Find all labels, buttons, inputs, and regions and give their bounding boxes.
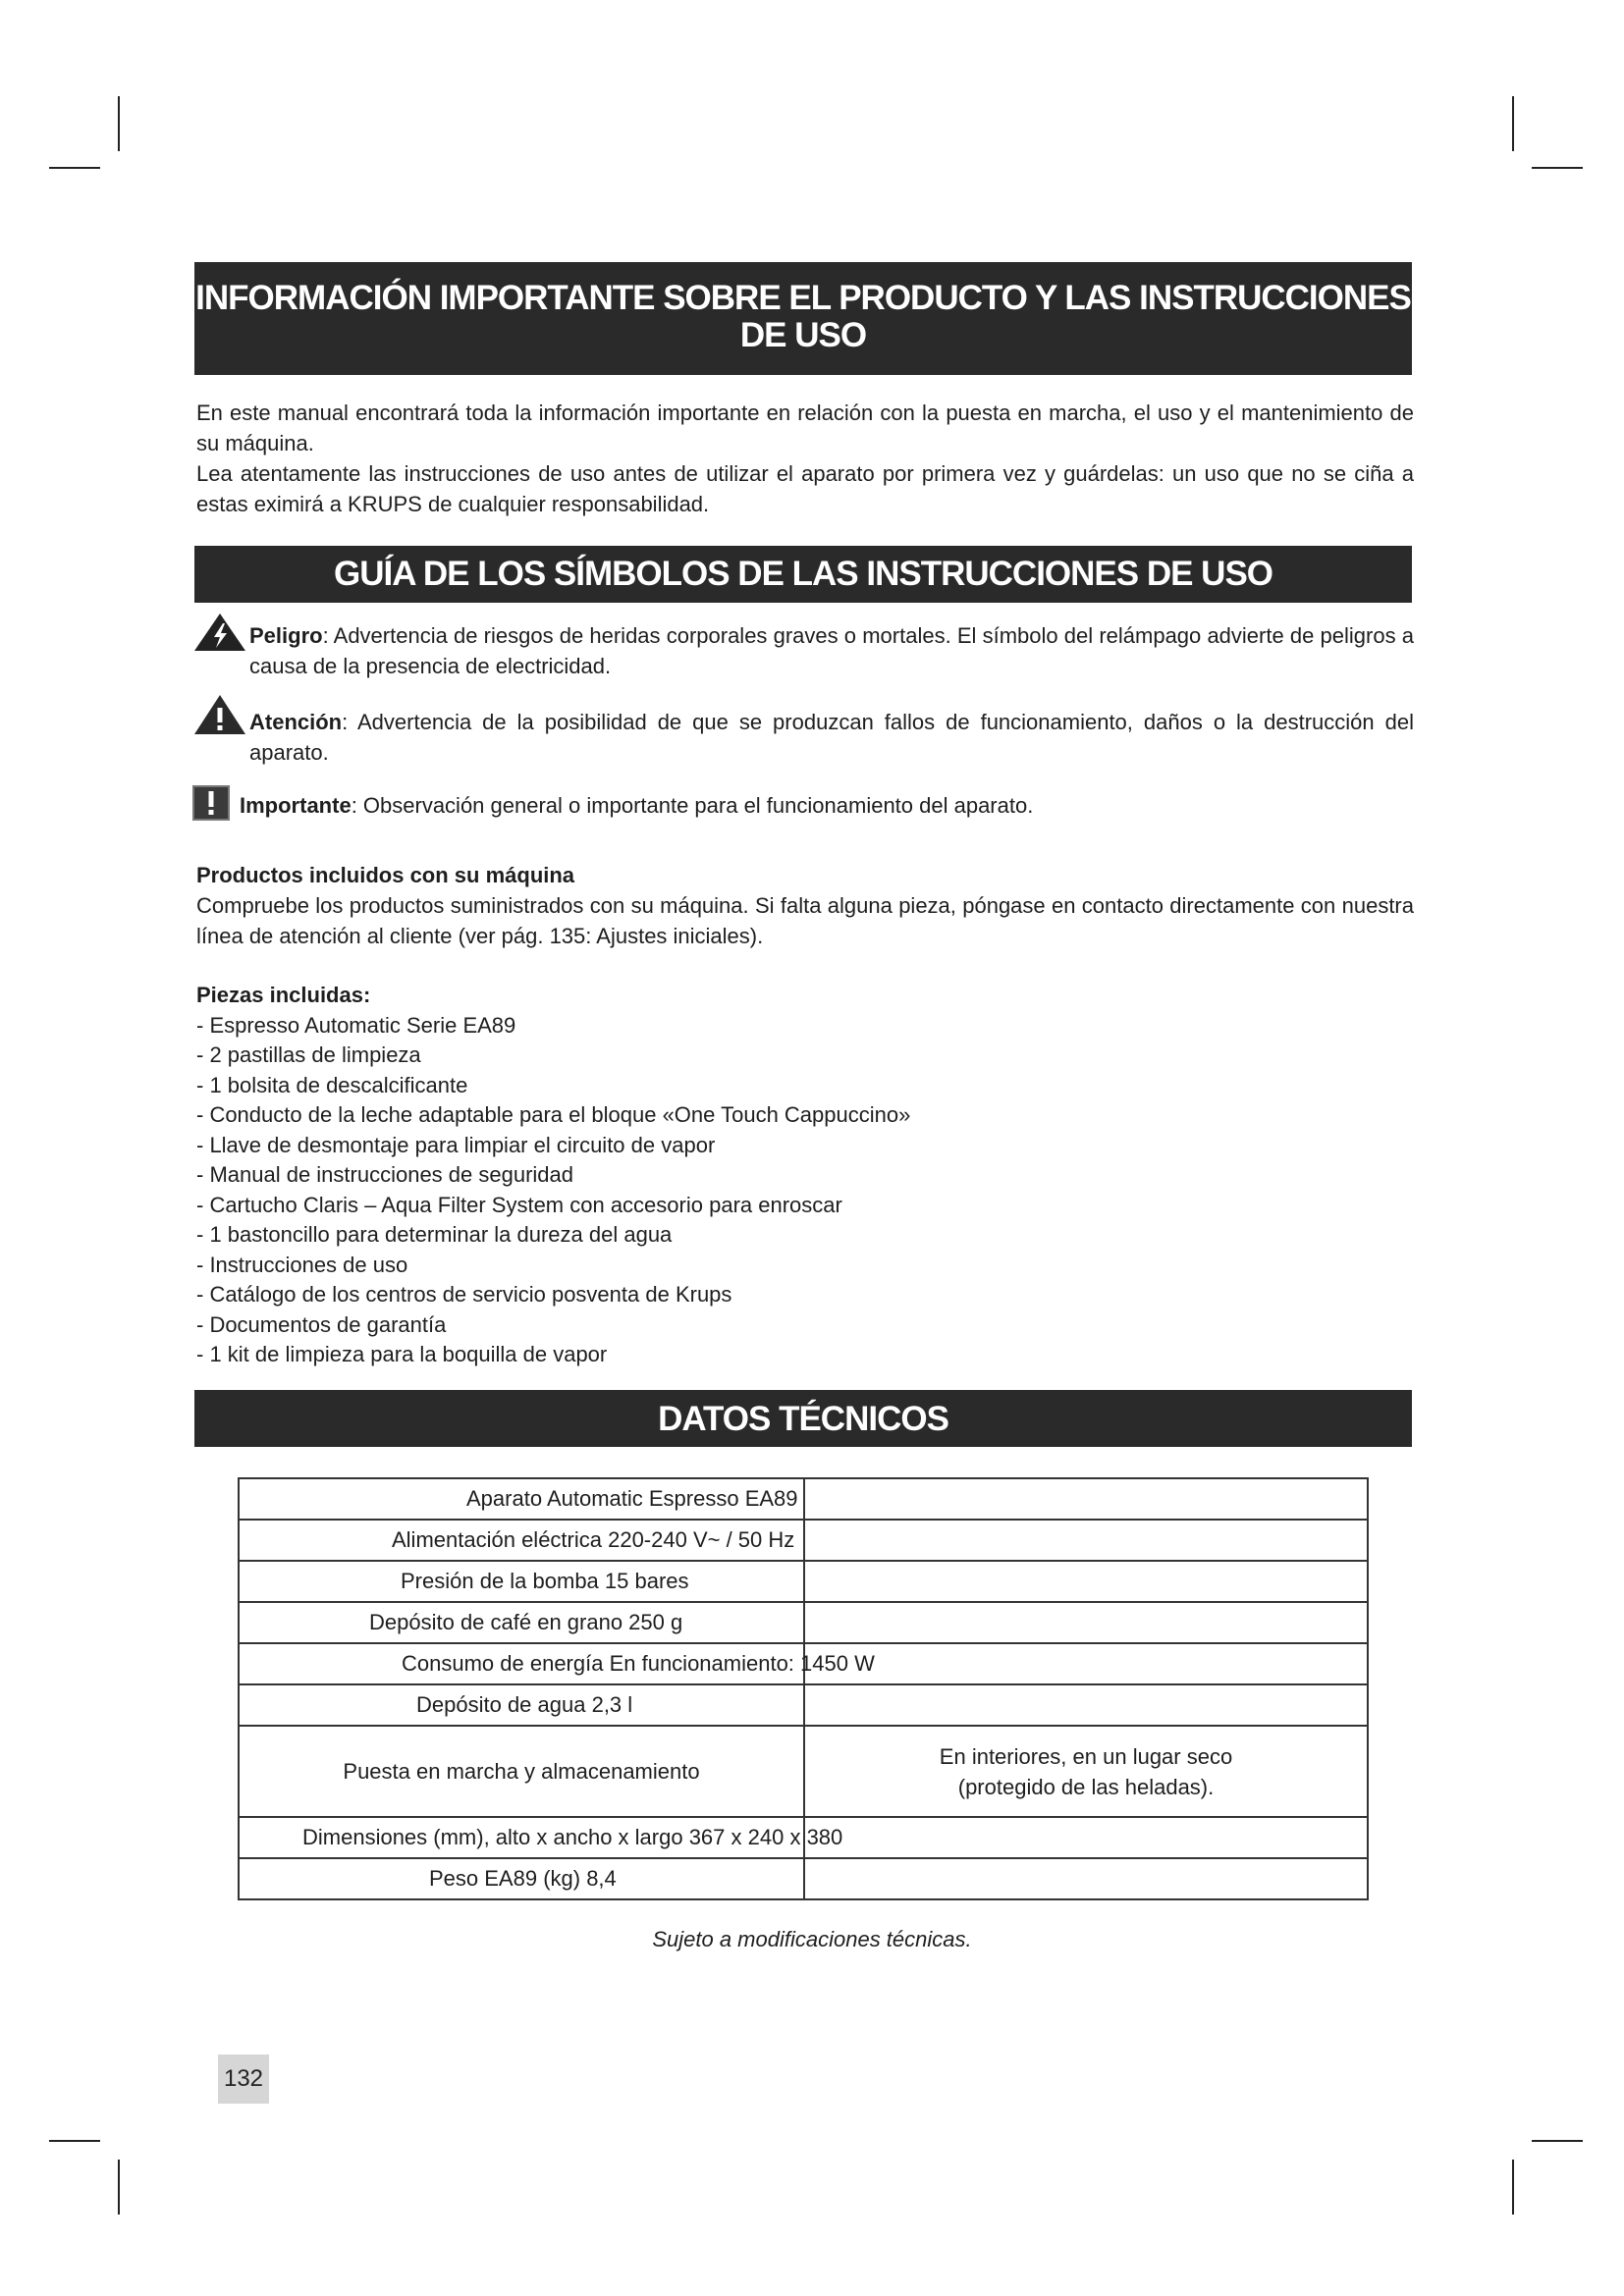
spec-text: Depósito de agua 2,3 l bbox=[416, 1692, 633, 1717]
symbol-label: Importante bbox=[240, 793, 352, 818]
list-item: - Documentos de garantía bbox=[196, 1311, 447, 1337]
spec-text: Depósito de café en grano 250 g bbox=[369, 1610, 683, 1634]
tech-note: Sujeto a modificaciones técnicas. bbox=[652, 1927, 972, 1951]
page-number: 132 bbox=[218, 2055, 269, 2104]
list-item: - 2 pastillas de limpieza bbox=[196, 1042, 421, 1067]
pieces-list bbox=[196, 1011, 1414, 1370]
spec-text: Aparato Automatic Espresso EA89 bbox=[466, 1486, 798, 1511]
crop-mark bbox=[118, 96, 120, 151]
symbol-description: : Advertencia de riesgos de heridas corporales graves o mortales. El símbolo del relámpago advierte de peligros a causa de la presencia de electricidad. bbox=[249, 623, 1414, 678]
intro-paragraph-2: Lea atentamente las instrucciones de uso antes de utilizar el aparato por primera vez y guárdelas: un uso que no se ciña a estas eximirá a KRUPS de cualquier responsabilidad. bbox=[196, 461, 1414, 516]
list-item: - 1 kit de limpieza para la boquilla de vapor bbox=[196, 1342, 608, 1366]
list-item: - Espresso Automatic Serie EA89 bbox=[196, 1012, 516, 1038]
section-title-tech: DATOS TÉCNICOS bbox=[194, 1390, 1412, 1447]
symbol-atencion bbox=[192, 692, 1414, 771]
symbol-peligro bbox=[192, 611, 1414, 689]
storage-value-line-1: En interiores, en un lugar seco bbox=[939, 1743, 1233, 1769]
section-title-symbols: GUÍA DE LOS SÍMBOLOS DE LAS INSTRUCCIONES DE USO bbox=[194, 546, 1412, 603]
crop-mark bbox=[1532, 167, 1583, 169]
table-row bbox=[239, 1643, 1368, 1684]
tech-specs-table bbox=[238, 1477, 1369, 1900]
table-row bbox=[239, 1817, 1368, 1858]
symbol-description: : Observación general o importante para el funcionamiento del aparato. bbox=[351, 793, 1034, 818]
spec-text: Dimensiones (mm), alto x ancho x largo 367 x 240 x 380 bbox=[302, 1825, 843, 1849]
pieces-section bbox=[196, 981, 1414, 1370]
list-item: - Conducto de la leche adaptable para el bloque «One Touch Cappuccino» bbox=[196, 1102, 911, 1127]
pieces-title: Piezas incluidas: bbox=[196, 983, 371, 1007]
products-title: Productos incluidos con su máquina bbox=[196, 863, 575, 887]
storage-label: Puesta en marcha y almacenamiento bbox=[343, 1758, 700, 1784]
spec-text: Presión de la bomba 15 bares bbox=[401, 1569, 689, 1593]
crop-mark bbox=[118, 2160, 120, 2215]
table-row bbox=[239, 1561, 1368, 1602]
table-row bbox=[239, 1858, 1368, 1899]
exclamation-box-icon bbox=[192, 785, 230, 828]
symbol-importante bbox=[192, 785, 1414, 825]
symbol-label: Atención bbox=[249, 710, 343, 734]
spec-text: Consumo de energía En funcionamiento: 1450 W bbox=[402, 1651, 875, 1676]
intro-text bbox=[196, 398, 1414, 519]
warning-triangle-icon bbox=[192, 692, 247, 745]
section-title-info: INFORMACIÓN IMPORTANTE SOBRE EL PRODUCTO Y LAS INSTRUCCIONES DE USO bbox=[194, 262, 1412, 375]
table-row bbox=[239, 1726, 1368, 1817]
spec-text: Alimentación eléctrica 220-240 V~ / 50 Hz bbox=[392, 1527, 795, 1552]
spec-text: Peso EA89 (kg) 8,4 bbox=[429, 1866, 617, 1891]
list-item: - Manual de instrucciones de seguridad bbox=[196, 1162, 574, 1187]
symbol-label: Peligro bbox=[249, 623, 323, 648]
list-item: - 1 bastoncillo para determinar la dureza del agua bbox=[196, 1222, 673, 1247]
list-item: - Cartucho Claris – Aqua Filter System con accesorio para enroscar bbox=[196, 1192, 842, 1217]
products-text: Compruebe los productos suministrados con su máquina. Si falta alguna pieza, póngase en contacto directamente con nuestra línea de atención al cliente (ver pág. 135: Ajustes iniciales). bbox=[196, 893, 1414, 948]
crop-mark bbox=[49, 167, 100, 169]
list-item: - 1 bolsita de descalcificante bbox=[196, 1072, 468, 1097]
crop-mark bbox=[1512, 2160, 1514, 2215]
table-row bbox=[239, 1602, 1368, 1643]
crop-mark bbox=[49, 2140, 100, 2142]
crop-mark bbox=[1512, 96, 1514, 151]
intro-paragraph-1: En este manual encontrará toda la información importante en relación con la puesta en marcha, el uso y el mantenimiento de su máquina. bbox=[196, 400, 1414, 455]
list-item: - Catálogo de los centros de servicio posventa de Krups bbox=[196, 1282, 732, 1307]
storage-value-line-2: (protegido de las heladas). bbox=[957, 1774, 1215, 1799]
table-row bbox=[239, 1520, 1368, 1561]
table-row bbox=[239, 1478, 1368, 1520]
lightning-warning-icon bbox=[192, 611, 247, 662]
symbol-description: : Advertencia de la posibilidad de que se produzcan fallos de funcionamiento, daños o la destrucción del aparato. bbox=[249, 710, 1414, 765]
list-item: - Instrucciones de uso bbox=[196, 1252, 408, 1277]
list-item: - Llave de desmontaje para limpiar el circuito de vapor bbox=[196, 1132, 716, 1157]
products-section bbox=[196, 860, 1414, 951]
table-row bbox=[239, 1684, 1368, 1726]
crop-mark bbox=[1532, 2140, 1583, 2142]
